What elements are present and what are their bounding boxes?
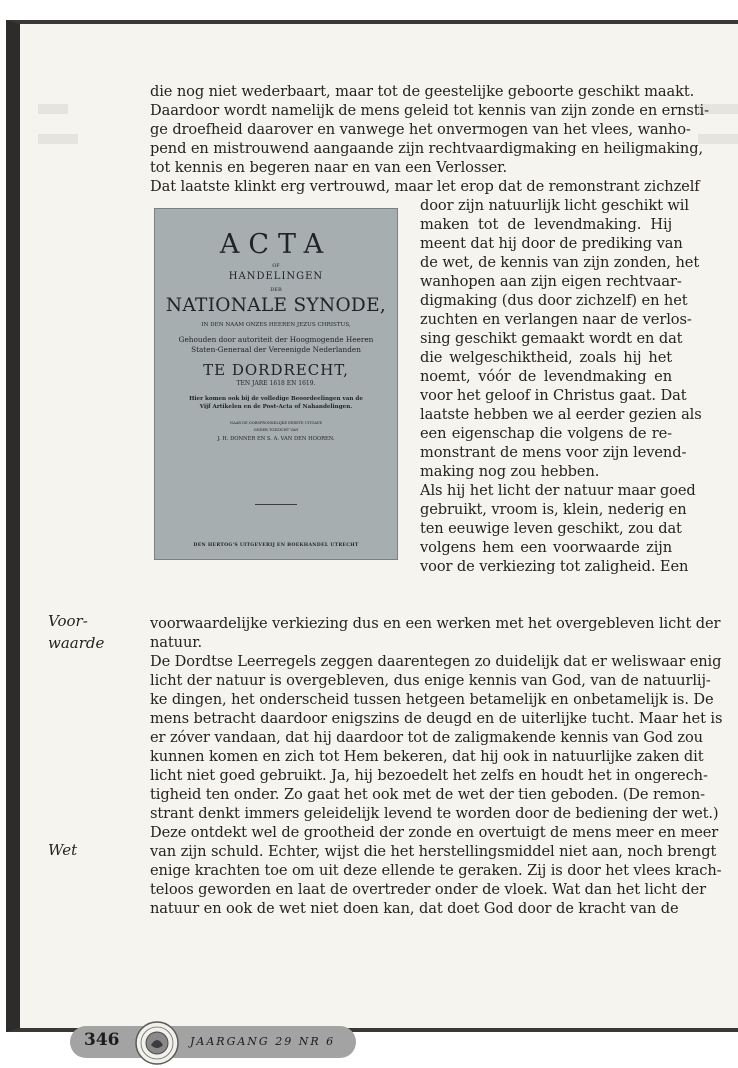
article-line: natuur en ook de wet niet doen kan, dat doet God door de kracht van de bbox=[150, 900, 679, 917]
article-line: voor het geloof in Christus gaat. Dat bbox=[420, 387, 687, 404]
article-line: de wet, de kennis van zijn zonden, het bbox=[420, 254, 700, 271]
cover-divider bbox=[255, 504, 297, 505]
article-line: Dat laatste klinkt erg vertrouwd, maar let erop dat de remonstrant zichzelf bbox=[150, 178, 700, 195]
article-line: voor de verkiezing tot zaligheid. Een bbox=[420, 558, 689, 575]
seal-emblem-icon bbox=[135, 1021, 179, 1065]
cover-naar-1: NAAR DE OORSPRONKELIJKE EERSTE UITGAVE bbox=[229, 421, 323, 425]
article-line: die nog niet wederbaart, maar tot de geestelijke geboorte geschikt maakt. bbox=[150, 83, 695, 100]
article-line: natuur. bbox=[150, 634, 203, 651]
article-line: gebruikt, vroom is, klein, nederig en bbox=[420, 501, 687, 518]
article-line: een eigenschap die volgens de re- bbox=[420, 425, 672, 442]
cover-nationale-synode: NATIONALE SYNODE, bbox=[165, 295, 387, 316]
article-line: ten eeuwige leven geschikt, zou dat bbox=[420, 520, 682, 537]
article-line: tot kennis en begeren naar en van een Verlosser. bbox=[150, 159, 507, 176]
article-line: van zijn schuld. Echter, wijst die het herstellingsmiddel niet aan, noch brengt bbox=[150, 843, 717, 860]
article-line: Daardoor wordt namelijk de mens geleid tot kennis van zijn zonde en ernsti- bbox=[150, 102, 709, 119]
cover-naar-2: ONDER TOEZICHT VAN bbox=[253, 428, 299, 432]
article-line: door zijn natuurlijk licht geschikt wil bbox=[420, 197, 689, 214]
page-number: 346 bbox=[84, 1030, 120, 1050]
cover-handelingen: HANDELINGEN bbox=[228, 271, 324, 282]
article-line: ge droefheid daarover en vanwege het onvermogen van het vlees, wanho- bbox=[150, 121, 691, 138]
article-line: pend en mistrouwend aangaande zijn rechtvaardigmaking en heiligmaking, bbox=[150, 140, 703, 157]
cover-der: DER bbox=[270, 287, 282, 293]
cover-hier-2: Vijf Artikelen en de Post-Acta of Nahandelingen. bbox=[199, 404, 353, 410]
article-line: making nog zou hebben. bbox=[420, 463, 600, 480]
article-line: er zóver vandaan, dat hij daardoor tot de zaligmakende kennis van God zou bbox=[150, 729, 703, 746]
article-line: die welgeschiktheid, zoals hij het bbox=[420, 349, 672, 366]
article-line: digmaking (dus door zichzelf) en het bbox=[420, 292, 688, 309]
article-line: noemt, vóór de levendmaking en bbox=[420, 368, 672, 385]
article-line: volgens hem een voorwaarde zijn bbox=[420, 539, 672, 556]
article-line: kunnen komen en zich tot Hem bekeren, dat hij ook in natuurlijke zaken dit bbox=[150, 748, 704, 765]
article-line: tigheid ten onder. Zo gaat het ook met de wet der tien geboden. (De remon- bbox=[150, 786, 705, 803]
cover-te-dordrecht: TE DORDRECHT, bbox=[203, 361, 349, 379]
acta-book-cover-image bbox=[154, 208, 398, 560]
issue-label: JAARGANG 29 NR 6 bbox=[190, 1035, 336, 1048]
cover-of: OF bbox=[272, 263, 280, 269]
article-line: sing geschikt gemaakt wordt en dat bbox=[420, 330, 683, 347]
margin-note-wet: Wet bbox=[48, 841, 78, 859]
article-line: licht der natuur is overgebleven, dus enige kennis van God, van de natuurlij- bbox=[150, 672, 711, 689]
article-line: De Dordtse Leerregels zeggen daarentegen zo duidelijk dat er weliswaar enig bbox=[150, 653, 722, 670]
article-line: licht niet goed gebruikt. Ja, hij bezoedelt het zelfs en houdt het in ongerech- bbox=[150, 767, 708, 784]
margin-note-voorwaarde-1: Voor- bbox=[48, 612, 88, 630]
margin-note-voorwaarde-2: waarde bbox=[48, 634, 105, 652]
cover-publisher: DEN HERTOG'S UITGEVERIJ EN BOEKHANDEL UTRECHT bbox=[193, 543, 359, 548]
article-line: wanhopen aan zijn eigen rechtvaar- bbox=[420, 273, 682, 290]
article-line: laatste hebben we al eerder gezien als bbox=[420, 406, 702, 423]
cover-gehouden-2: Staten-Generaal der Vereenigde Nederlanden bbox=[191, 345, 361, 354]
article-line: ke dingen, het onderscheid tussen hetgeen betamelijk en onbetamelijk is. De bbox=[150, 691, 714, 708]
article-line: maken tot de levendmaking. Hij bbox=[420, 216, 672, 233]
cover-gehouden-1: Gehouden door autoriteit der Hoogmogende Heeren bbox=[178, 335, 374, 344]
article-line: Deze ontdekt wel de grootheid der zonde en overtuigt de mens meer en meer bbox=[150, 824, 719, 841]
article-line: strant denkt immers geleidelijk levend te worden door de bediening der wet.) bbox=[150, 805, 719, 822]
cover-donner: J. H. DONNER EN S. A. VAN DEN HOOREN. bbox=[217, 436, 335, 442]
article-line: voorwaardelijke verkiezing dus en een werken met het overgebleven licht der bbox=[150, 615, 721, 632]
article-line: Als hij het licht der natuur maar goed bbox=[420, 482, 696, 499]
cover-jare: TEN JARE 1618 EN 1619. bbox=[236, 380, 316, 387]
article-line: teloos geworden en laat de overtreder onder de vloek. Wat dan het licht der bbox=[150, 881, 706, 898]
cover-hier-1: Hier komen ook bij de volledige Beoordeelingen van de bbox=[189, 396, 363, 402]
cover-naam: IN DEN NAAM ONZES HEEREN JEZUS CHRISTUS, bbox=[201, 322, 351, 328]
article-line: zuchten en verlangen naar de verlos- bbox=[420, 311, 692, 328]
article-line: mens betracht daardoor enigszins de deugd en de uiterlijke tucht. Maar het is bbox=[150, 710, 723, 727]
cover-title-acta: ACTA bbox=[219, 229, 333, 260]
article-line: meent dat hij door de prediking van bbox=[420, 235, 683, 252]
article-line: enige krachten toe om uit deze ellende te geraken. Zij is door het vlees krach- bbox=[150, 862, 722, 879]
article-line: monstrant de mens voor zijn levend- bbox=[420, 444, 687, 461]
